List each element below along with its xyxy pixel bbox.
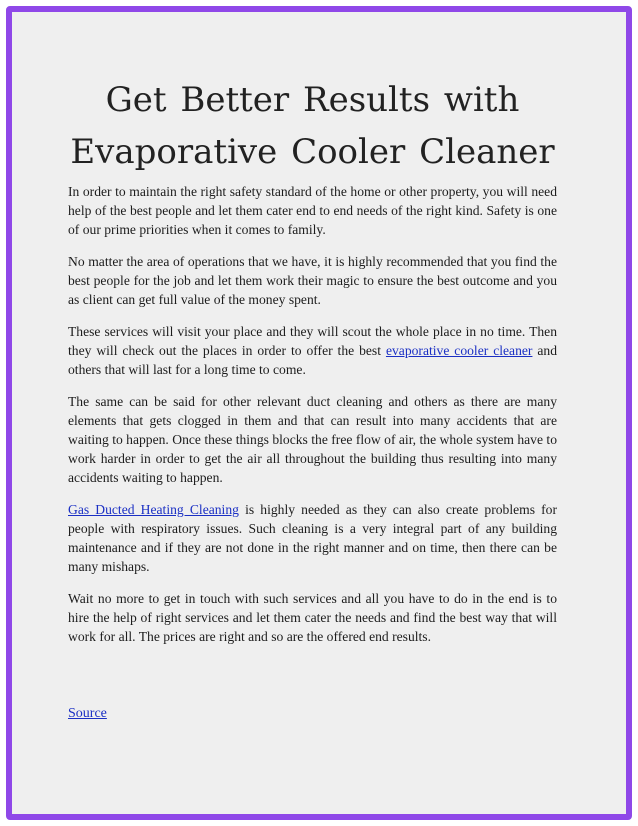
paragraph-1: In order to maintain the right safety standard of the home or other property, you will need help of the best people and let them cater end to end needs of the right kind. Safety is one of our prime priorities when it comes to family. — [68, 184, 557, 237]
title-line-1: Get Better Results with — [105, 80, 520, 120]
paragraph-4: The same can be said for other relevant duct cleaning and others as there are many elements that gets clogged in them and that can result into many accidents that are waiting to happen. Once these things blocks the free flow of air, the whole system have to work harder in order to get the air all throughout the building thus resulting into many accidents waiting to happen. — [68, 394, 557, 485]
document-title — [68, 74, 557, 178]
document-body — [68, 74, 557, 659]
paragraph-3-text-before: These services will visit your place and they will scout the whole place in no time. Then they will check out the places in order to offer the best — [68, 324, 557, 358]
paragraph-3 — [68, 322, 557, 379]
paragraph-5 — [68, 500, 557, 576]
gas-ducted-heating-cleaning-link[interactable]: Gas Ducted Heating Cleaning — [68, 502, 239, 517]
paragraph-6: Wait no more to get in touch with such services and all you have to do in the end is to hire the help of right services and let them cater the needs and find the best way that will work for all. The prices are right and so are the offered end results. — [68, 591, 557, 644]
paragraph-2: No matter the area of operations that we have, it is highly recommended that you find the best people for the job and let them work their magic to ensure the best outcome and you as client can get full value of the money spent. — [68, 254, 557, 307]
source-link[interactable]: Source — [68, 706, 107, 721]
paragraph-5-text-after: is highly needed as they can also create problems for people with respiratory issues. Such cleaning is a very integral part of any building maintenance and if they are not done in the right manner and on time, then there can be many mishaps. — [68, 502, 558, 574]
title-line-2: Evaporative Cooler Cleaner — [70, 132, 555, 172]
evaporative-cooler-cleaner-link[interactable]: evaporative cooler cleaner — [385, 343, 533, 358]
paragraph-3-text-after: and others that will last for a long time to come. — [68, 343, 558, 377]
